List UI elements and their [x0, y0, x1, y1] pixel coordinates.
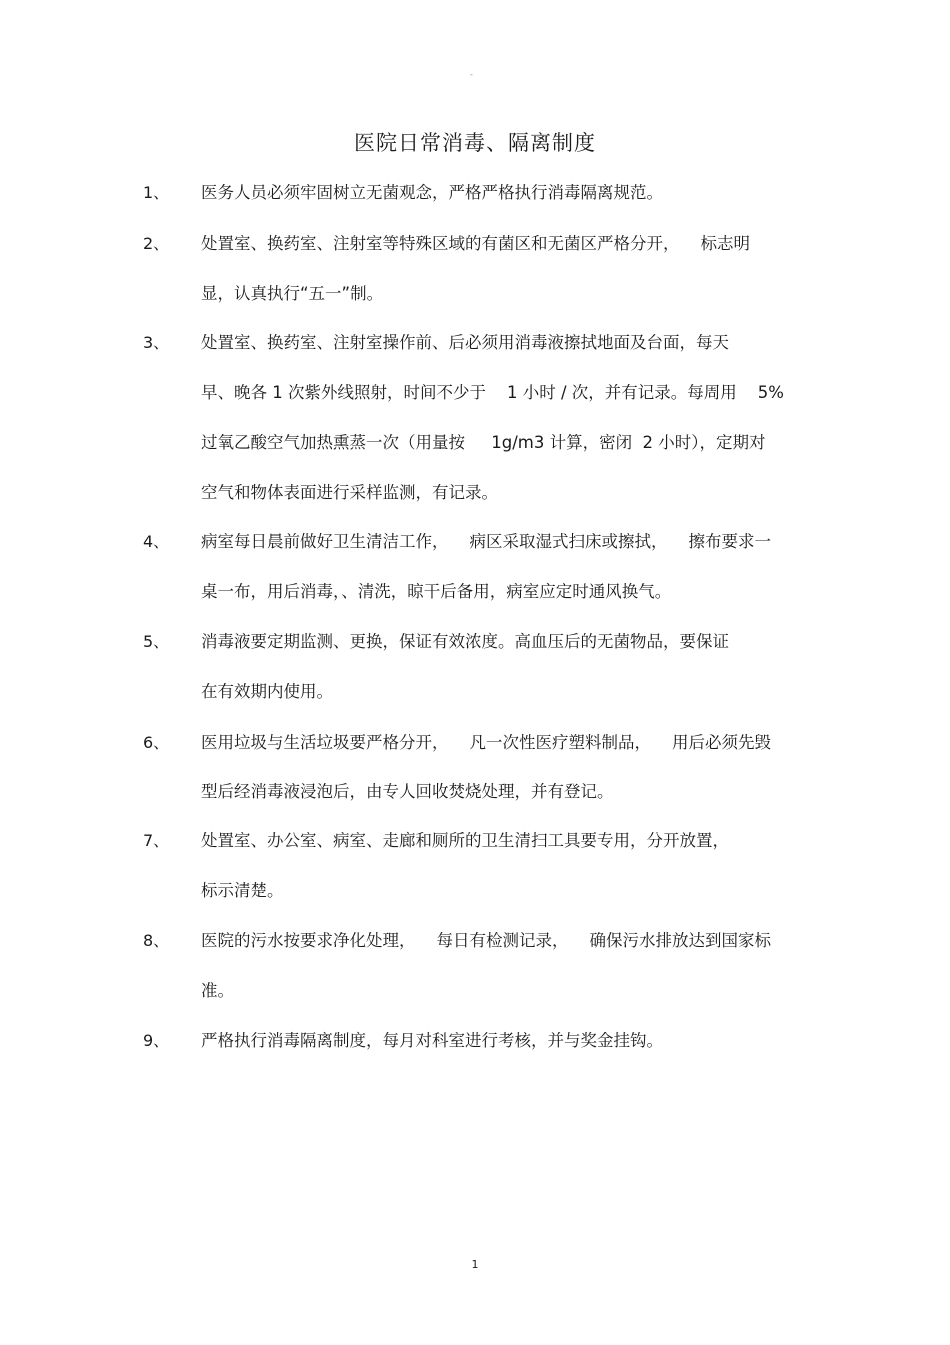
item-number: 1、 — [143, 183, 170, 202]
header-mark: - — [470, 70, 473, 79]
item-text-line: 处置室、换药室、注射室等特殊区域的有菌区和无菌区严格分开， 标志明 — [201, 234, 750, 253]
item-number: 8、 — [143, 931, 170, 950]
item-text-line: 型后经消毒液浸泡后，由专人回收焚烧处理，并有登记。 — [201, 782, 614, 801]
item-number: 7、 — [143, 831, 170, 850]
document-title: 医院日常消毒、隔离制度 — [354, 131, 596, 155]
page-number: 1 — [471, 1258, 479, 1271]
item-number: 6、 — [143, 733, 170, 752]
item-number: 5、 — [143, 632, 170, 651]
item-text-line: 病室每日晨前做好卫生清洁工作， 病区采取湿式扫床或擦拭， 擦布要求一 — [201, 532, 771, 551]
item-text-line: 早、晚各 1 次紫外线照射，时间不少于 1 小时 / 次，并有记录。每周用 5% — [201, 383, 784, 402]
item-text-line: 处置室、换药室、注射室操作前、后必须用消毒液擦拭地面及台面，每天 — [201, 333, 729, 352]
item-number: 4、 — [143, 532, 170, 551]
item-number: 3、 — [143, 333, 170, 352]
item-text-line: 准。 — [201, 981, 234, 1000]
item-number: 9、 — [143, 1031, 170, 1050]
item-text-line: 过氧乙酸空气加热熏蒸一次（用量按 1g/m3 计算，密闭 2 小时），定期对 — [201, 433, 766, 452]
item-text-line: 医用垃圾与生活垃圾要严格分开， 凡一次性医疗塑料制品， 用后必须先毁 — [201, 733, 771, 752]
item-text-line: 显，认真执行“五一”制。 — [201, 284, 384, 303]
item-text-line: 医务人员必须牢固树立无菌观念，严格严格执行消毒隔离规范。 — [201, 183, 663, 202]
item-text-line: 处置室、办公室、病室、走廊和厕所的卫生清扫工具要专用，分开放置， — [201, 831, 729, 850]
item-text-line: 医院的污水按要求净化处理， 每日有检测记录， 确保污水排放达到国家标 — [201, 931, 771, 950]
item-text-line: 消毒液要定期监测、更换，保证有效浓度。高血压后的无菌物品，要保证 — [201, 632, 729, 651]
item-text-line: 桌一布，用后消毒，、清洗，晾干后备用，病室应定时通风换气。 — [201, 582, 672, 601]
item-text-line: 空气和物体表面进行采样监测，有记录。 — [201, 483, 498, 502]
item-number: 2、 — [143, 234, 170, 253]
item-text-line: 严格执行消毒隔离制度，每月对科室进行考核，并与奖金挂钩。 — [201, 1031, 663, 1050]
item-text-line: 标示清楚。 — [201, 881, 284, 900]
item-text-line: 在有效期内使用。 — [201, 682, 333, 701]
